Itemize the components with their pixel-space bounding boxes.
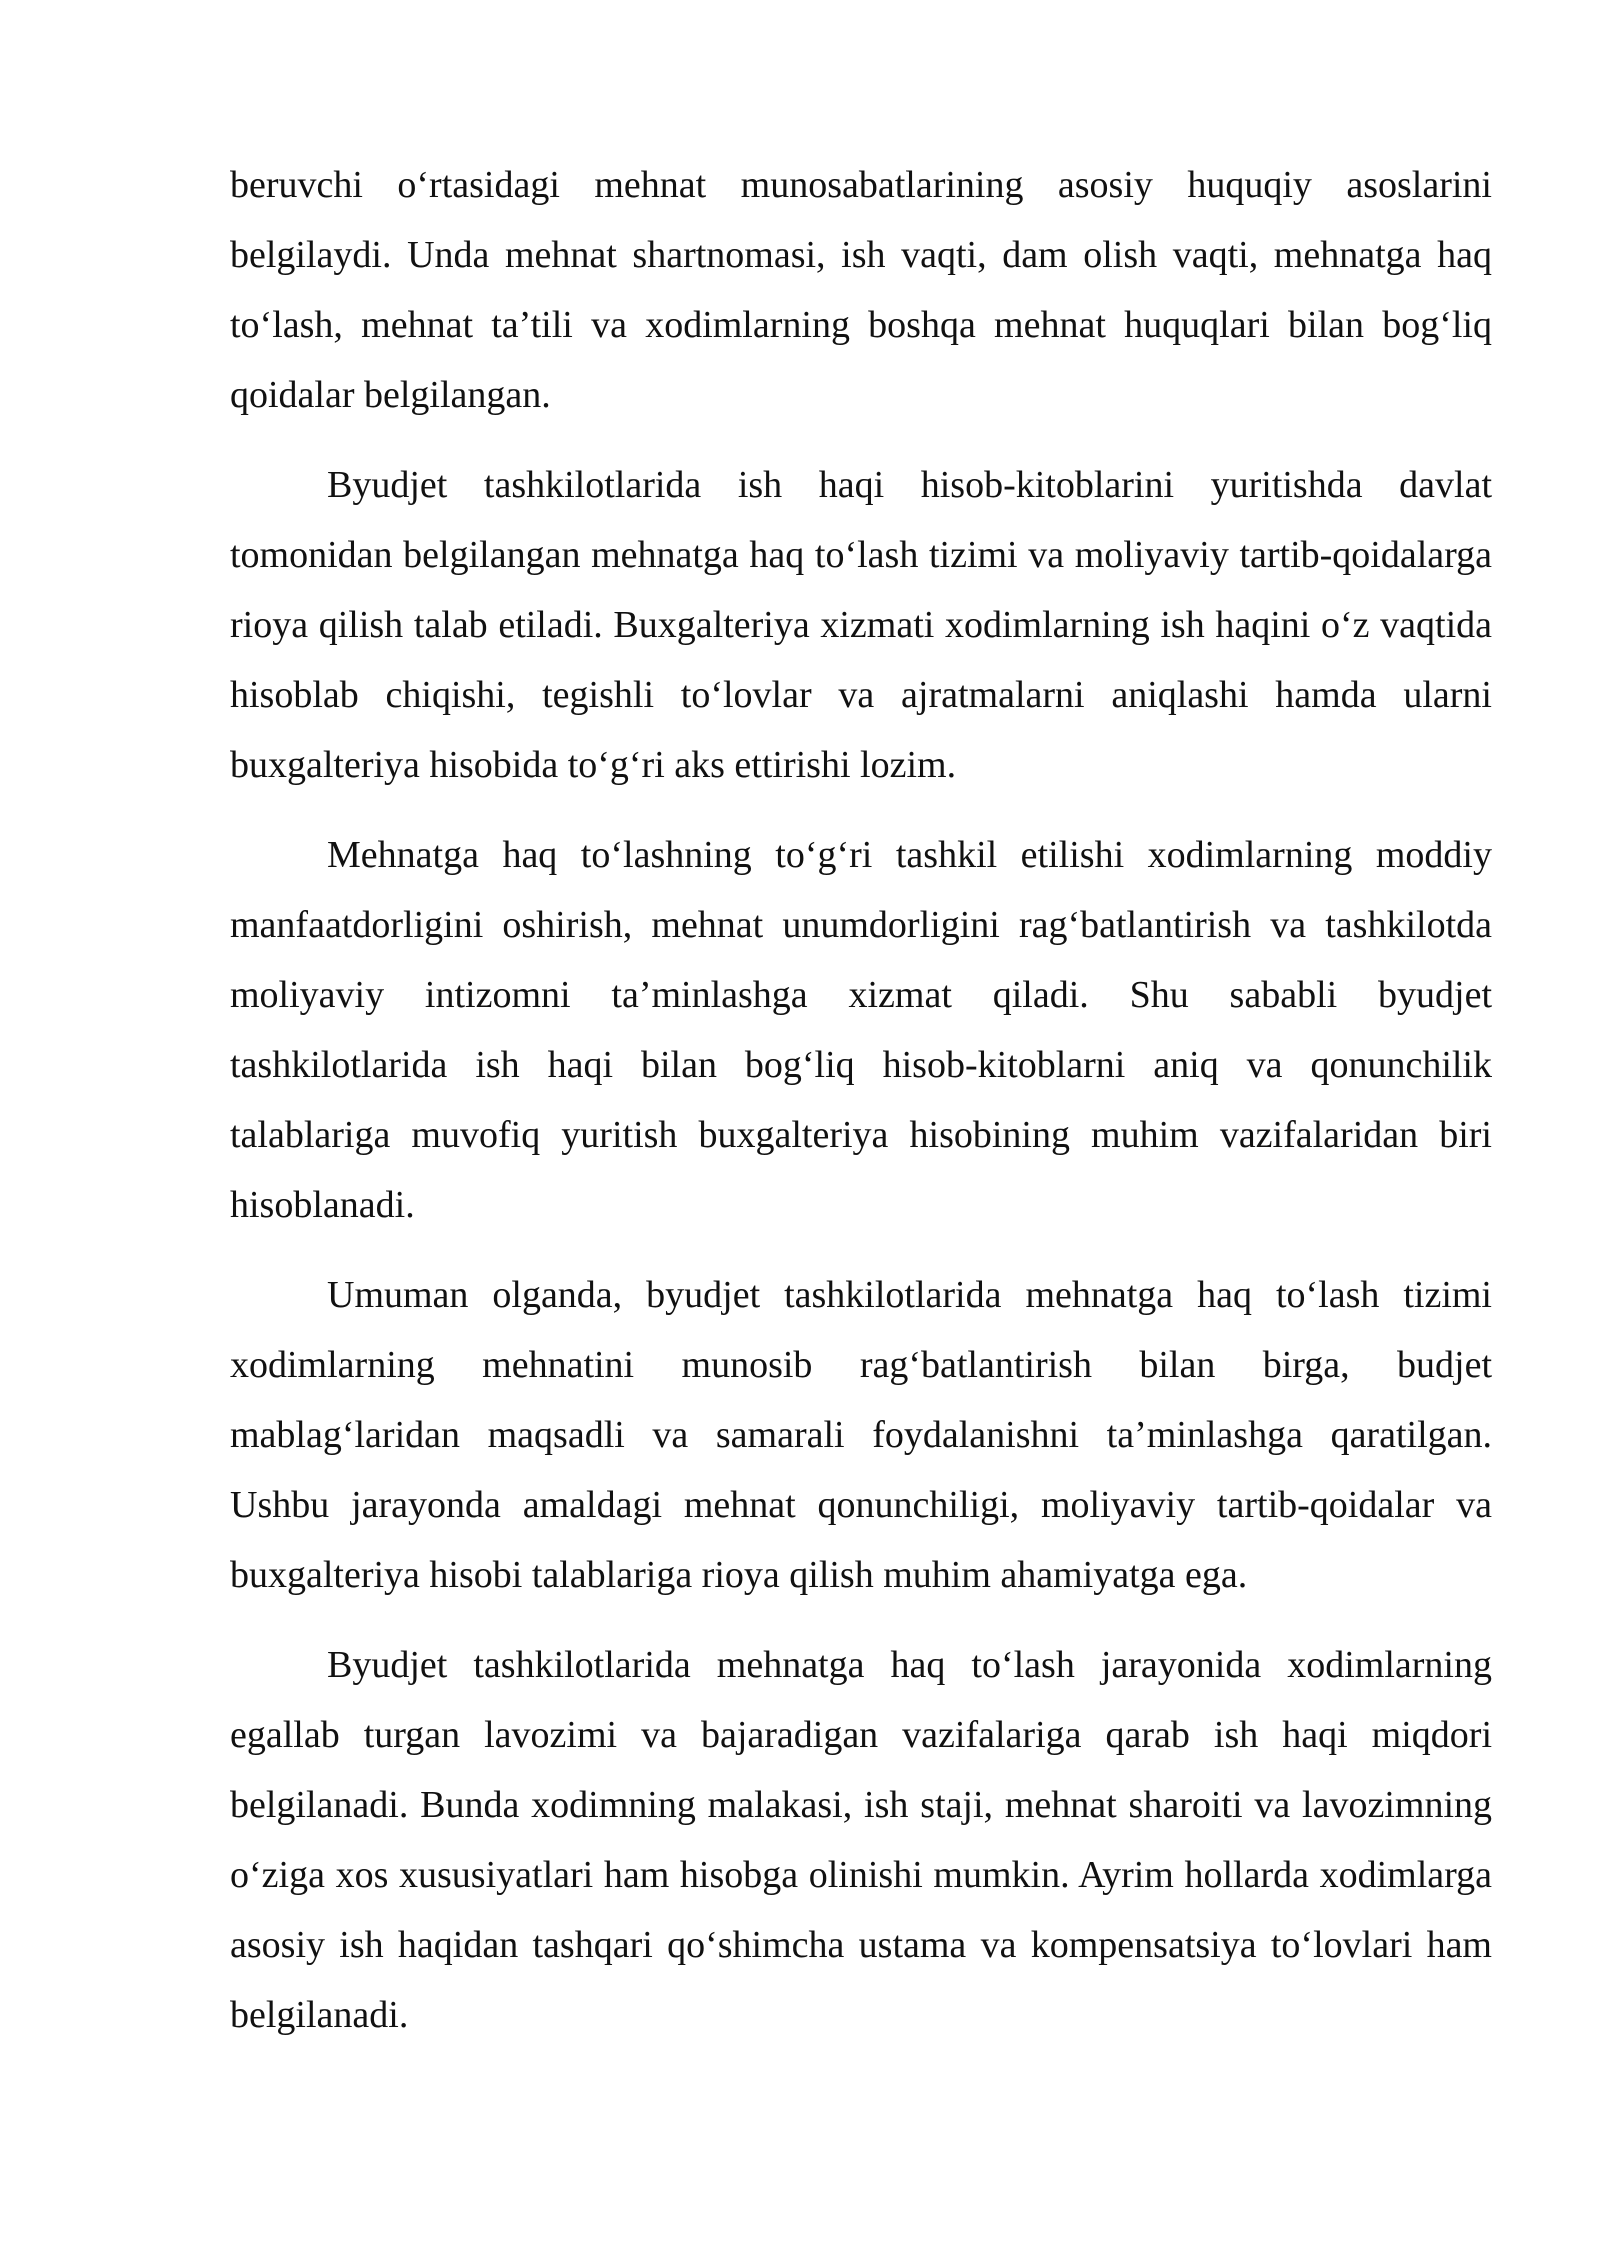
paragraph-continued: beruvchi o‘rtasidagi mehnat munosabatlarining asosiy huquqiy asoslarini belgilaydi. Unda mehnat shartnomasi, ish vaqti, dam olish vaqti, mehnatga haq to‘lash, mehnat ta’tili va xodimlarning boshqa mehnat huquqlari bilan bog‘liq qoidalar belgilangan. — [230, 164, 1492, 416]
paragraph: Byudjet tashkilotlarida mehnatga haq to‘lash jarayonida xodimlarning egallab turgan lavozimi va bajaradigan vazifalariga qarab ish haqi miqdori belgilanadi. Bunda xodimning malakasi, ish staji, mehnat sharoiti va lavozimning o‘ziga xos xususiyatlari ham hisobga olinishi mumkin. Ayrim hollarda xodimlarga asosiy ish haqidan tashqari qo‘shimcha ustama va kompensatsiya to‘lovlari ham belgilanadi. — [230, 1644, 1492, 2036]
paragraph: Byudjet tashkilotlarida ish haqi hisob-kitoblarini yuritishda davlat tomonidan belgilangan mehnatga haq to‘lash tizimi va moliyaviy tartib-qoidalarga rioya qilish talab etiladi. Buxgalteriya xizmati xodimlarning ish haqini o‘z vaqtida hisoblab chiqishi, tegishli to‘lovlar va ajratmalarni aniqlashi hamda ularni buxgalteriya hisobida to‘g‘ri aks ettirishi lozim. — [230, 464, 1492, 786]
document-body — [230, 150, 1492, 2070]
paragraph: Umuman olganda, byudjet tashkilotlarida mehnatga haq to‘lash tizimi xodimlarning mehnatini munosib rag‘batlantirish bilan birga, budjet mablag‘laridan maqsadli va samarali foydalanishni ta’minlashga qaratilgan. Ushbu jarayonda amaldagi mehnat qonunchiligi, moliyaviy tartib-qoidalar va buxgalteriya hisobi talablariga rioya qilish muhim ahamiyatga ega. — [230, 1274, 1492, 1596]
paragraph: Mehnatga haq to‘lashning to‘g‘ri tashkil etilishi xodimlarning moddiy manfaatdorligini oshirish, mehnat unumdorligini rag‘batlantirish va tashkilotda moliyaviy intizomni ta’minlashga xizmat qiladi. Shu sababli byudjet tashkilotlarida ish haqi bilan bog‘liq hisob-kitoblarni aniq va qonunchilik talablariga muvofiq yuritish buxgalteriya hisobining muhim vazifalaridan biri hisoblanadi. — [230, 834, 1492, 1226]
